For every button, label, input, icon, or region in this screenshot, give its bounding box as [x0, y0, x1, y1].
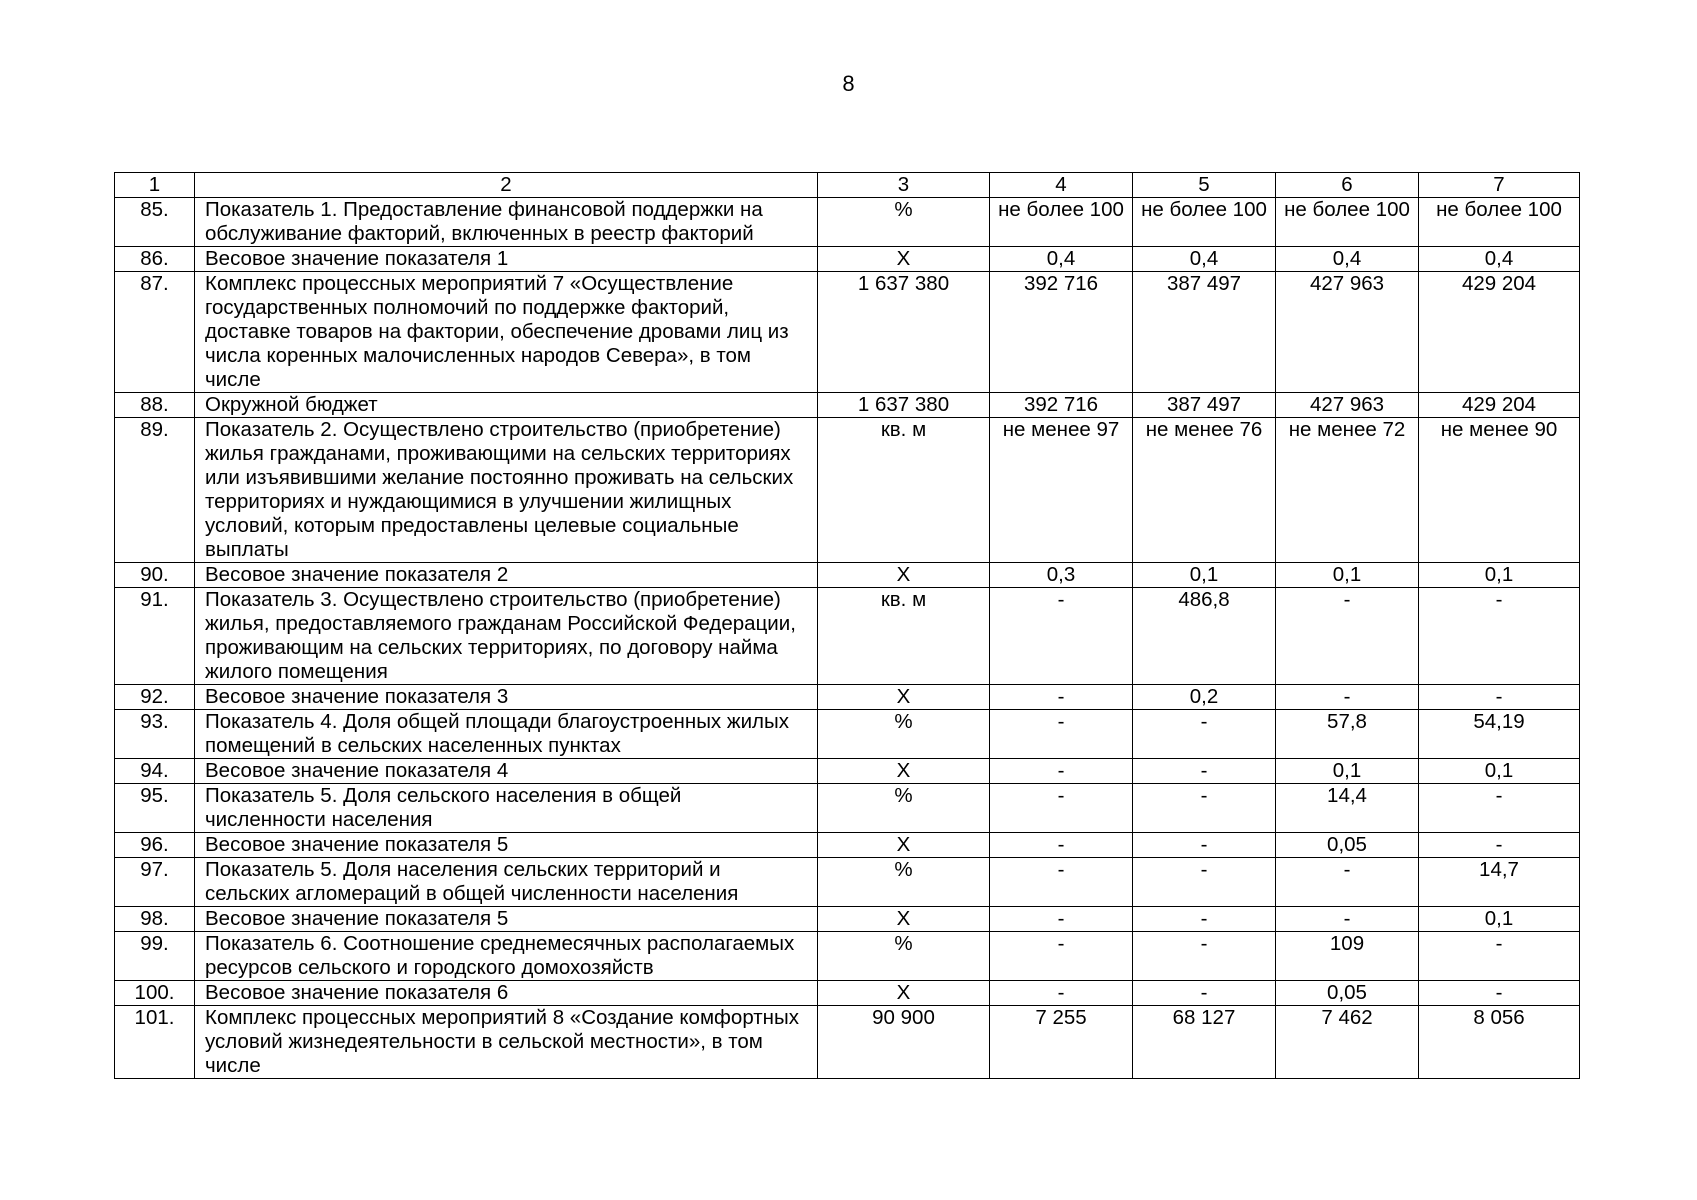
value-cell: не более 100	[1419, 198, 1580, 247]
row-number-cell: 89.	[115, 418, 195, 563]
value-cell: не менее 97	[990, 418, 1133, 563]
value-cell: 0,1	[1419, 563, 1580, 588]
value-cell: не более 100	[1276, 198, 1419, 247]
row-number-cell: 90.	[115, 563, 195, 588]
table-row	[115, 588, 1580, 685]
value-cell: -	[990, 907, 1133, 932]
unit-cell: Х	[818, 981, 990, 1006]
value-cell: 14,4	[1276, 784, 1419, 833]
table-body	[115, 173, 1580, 1079]
value-cell: -	[1276, 588, 1419, 685]
row-number-cell: 97.	[115, 858, 195, 907]
value-cell: 387 497	[1133, 272, 1276, 393]
value-cell: 427 963	[1276, 393, 1419, 418]
value-cell: -	[1419, 981, 1580, 1006]
value-cell: -	[1133, 981, 1276, 1006]
value-cell: -	[1419, 784, 1580, 833]
row-number-cell: 99.	[115, 932, 195, 981]
row-number-cell: 88.	[115, 393, 195, 418]
value-cell: не более 100	[990, 198, 1133, 247]
unit-cell: кв. м	[818, 588, 990, 685]
row-number-cell: 85.	[115, 198, 195, 247]
column-header: 6	[1276, 173, 1419, 198]
value-cell: -	[1133, 932, 1276, 981]
value-cell: 392 716	[990, 393, 1133, 418]
value-cell: 8 056	[1419, 1006, 1580, 1079]
row-name-cell: Весовое значение показателя 6	[195, 981, 818, 1006]
unit-cell: %	[818, 784, 990, 833]
unit-cell: %	[818, 198, 990, 247]
row-name-cell: Окружной бюджет	[195, 393, 818, 418]
value-cell: 0,1	[1276, 759, 1419, 784]
unit-cell: %	[818, 710, 990, 759]
row-name-cell: Комплекс процессных мероприятий 8 «Создание комфортных условий жизнедеятельности в сельской местности», в том числе	[195, 1006, 818, 1079]
value-cell: 0,1	[1419, 759, 1580, 784]
value-cell: -	[1133, 833, 1276, 858]
value-cell: -	[1419, 588, 1580, 685]
value-cell: -	[1419, 833, 1580, 858]
table-row	[115, 418, 1580, 563]
row-name-cell: Показатель 2. Осуществлено строительство (приобретение) жилья гражданами, проживающими на сельских территориях или изъявившими желание постоянно проживать на сельских территориях и нуждающимися в улучшении жилищных условий, которым предоставлены целевые социальные выплаты	[195, 418, 818, 563]
value-cell: -	[990, 932, 1133, 981]
table-row	[115, 272, 1580, 393]
row-number-cell: 91.	[115, 588, 195, 685]
unit-cell: %	[818, 858, 990, 907]
unit-cell: Х	[818, 759, 990, 784]
table-row	[115, 685, 1580, 710]
value-cell: 0,1	[1419, 907, 1580, 932]
table-row	[115, 981, 1580, 1006]
value-cell: 0,4	[990, 247, 1133, 272]
value-cell: 427 963	[1276, 272, 1419, 393]
value-cell: 54,19	[1419, 710, 1580, 759]
value-cell: -	[1133, 710, 1276, 759]
unit-cell: 1 637 380	[818, 272, 990, 393]
value-cell: не более 100	[1133, 198, 1276, 247]
unit-cell: кв. м	[818, 418, 990, 563]
row-name-cell: Показатель 4. Доля общей площади благоустроенных жилых помещений в сельских населенных пунктах	[195, 710, 818, 759]
row-number-cell: 101.	[115, 1006, 195, 1079]
indicators-table	[114, 172, 1580, 1079]
value-cell: -	[990, 759, 1133, 784]
table-row	[115, 198, 1580, 247]
table-row	[115, 710, 1580, 759]
value-cell: 7 255	[990, 1006, 1133, 1079]
value-cell: 429 204	[1419, 393, 1580, 418]
table-row	[115, 563, 1580, 588]
row-number-cell: 98.	[115, 907, 195, 932]
table-row	[115, 393, 1580, 418]
table-row	[115, 833, 1580, 858]
unit-cell: Х	[818, 833, 990, 858]
row-number-cell: 100.	[115, 981, 195, 1006]
table-row	[115, 247, 1580, 272]
value-cell: -	[990, 858, 1133, 907]
value-cell: -	[990, 981, 1133, 1006]
value-cell: не менее 76	[1133, 418, 1276, 563]
value-cell: 7 462	[1276, 1006, 1419, 1079]
table-row	[115, 1006, 1580, 1079]
row-name-cell: Весовое значение показателя 5	[195, 907, 818, 932]
row-name-cell: Весовое значение показателя 4	[195, 759, 818, 784]
row-name-cell: Весовое значение показателя 3	[195, 685, 818, 710]
row-name-cell: Показатель 3. Осуществлено строительство (приобретение) жилья, предоставляемого гражданам Российской Федерации, проживающим на сельских территориях, по договору найма жилого помещения	[195, 588, 818, 685]
value-cell: 0,2	[1133, 685, 1276, 710]
table-row	[115, 858, 1580, 907]
value-cell: 109	[1276, 932, 1419, 981]
row-name-cell: Весовое значение показателя 1	[195, 247, 818, 272]
row-number-cell: 96.	[115, 833, 195, 858]
row-number-cell: 93.	[115, 710, 195, 759]
value-cell: 429 204	[1419, 272, 1580, 393]
row-name-cell: Комплекс процессных мероприятий 7 «Осуществление государственных полномочий по поддержке факторий, доставке товаров на фактории, обеспечение дровами лиц из числа коренных малочисленных народов Севера», в том числе	[195, 272, 818, 393]
value-cell: -	[1276, 685, 1419, 710]
value-cell: -	[1419, 685, 1580, 710]
value-cell: -	[1133, 784, 1276, 833]
column-header: 5	[1133, 173, 1276, 198]
table-row	[115, 784, 1580, 833]
row-number-cell: 94.	[115, 759, 195, 784]
row-name-cell: Показатель 6. Соотношение среднемесячных располагаемых ресурсов сельского и городского домохозяйств	[195, 932, 818, 981]
value-cell: 57,8	[1276, 710, 1419, 759]
value-cell: 0,3	[990, 563, 1133, 588]
value-cell: 0,1	[1276, 563, 1419, 588]
unit-cell: Х	[818, 563, 990, 588]
table-header-row	[115, 173, 1580, 198]
value-cell: не менее 72	[1276, 418, 1419, 563]
row-name-cell: Показатель 1. Предоставление финансовой поддержки на обслуживание факторий, включенных в реестр факторий	[195, 198, 818, 247]
row-number-cell: 95.	[115, 784, 195, 833]
table-row	[115, 907, 1580, 932]
value-cell: 0,4	[1419, 247, 1580, 272]
value-cell: 0,4	[1276, 247, 1419, 272]
value-cell: 392 716	[990, 272, 1133, 393]
row-name-cell: Показатель 5. Доля сельского населения в общей численности населения	[195, 784, 818, 833]
row-number-cell: 92.	[115, 685, 195, 710]
page-number: 8	[842, 71, 855, 96]
table-row	[115, 932, 1580, 981]
value-cell: -	[990, 588, 1133, 685]
value-cell: не менее 90	[1419, 418, 1580, 563]
value-cell: -	[1419, 932, 1580, 981]
value-cell: 0,4	[1133, 247, 1276, 272]
value-cell: -	[1276, 907, 1419, 932]
value-cell: 387 497	[1133, 393, 1276, 418]
row-number-cell: 86.	[115, 247, 195, 272]
value-cell: -	[990, 685, 1133, 710]
value-cell: -	[1276, 858, 1419, 907]
unit-cell: Х	[818, 247, 990, 272]
value-cell: -	[990, 710, 1133, 759]
value-cell: -	[1133, 759, 1276, 784]
value-cell: 0,05	[1276, 833, 1419, 858]
row-number-cell: 87.	[115, 272, 195, 393]
value-cell: -	[1133, 858, 1276, 907]
column-header: 3	[818, 173, 990, 198]
row-name-cell: Весовое значение показателя 2	[195, 563, 818, 588]
column-header: 4	[990, 173, 1133, 198]
table-row	[115, 759, 1580, 784]
unit-cell: Х	[818, 907, 990, 932]
value-cell: 0,1	[1133, 563, 1276, 588]
column-header: 7	[1419, 173, 1580, 198]
value-cell: -	[990, 784, 1133, 833]
unit-cell: 1 637 380	[818, 393, 990, 418]
unit-cell: %	[818, 932, 990, 981]
row-name-cell: Показатель 5. Доля населения сельских территорий и сельских агломераций в общей численности населения	[195, 858, 818, 907]
value-cell: 486,8	[1133, 588, 1276, 685]
value-cell: 68 127	[1133, 1006, 1276, 1079]
unit-cell: 90 900	[818, 1006, 990, 1079]
column-header: 2	[195, 173, 818, 198]
value-cell: -	[990, 833, 1133, 858]
unit-cell: Х	[818, 685, 990, 710]
row-name-cell: Весовое значение показателя 5	[195, 833, 818, 858]
value-cell: 0,05	[1276, 981, 1419, 1006]
value-cell: -	[1133, 907, 1276, 932]
column-header: 1	[115, 173, 195, 198]
value-cell: 14,7	[1419, 858, 1580, 907]
